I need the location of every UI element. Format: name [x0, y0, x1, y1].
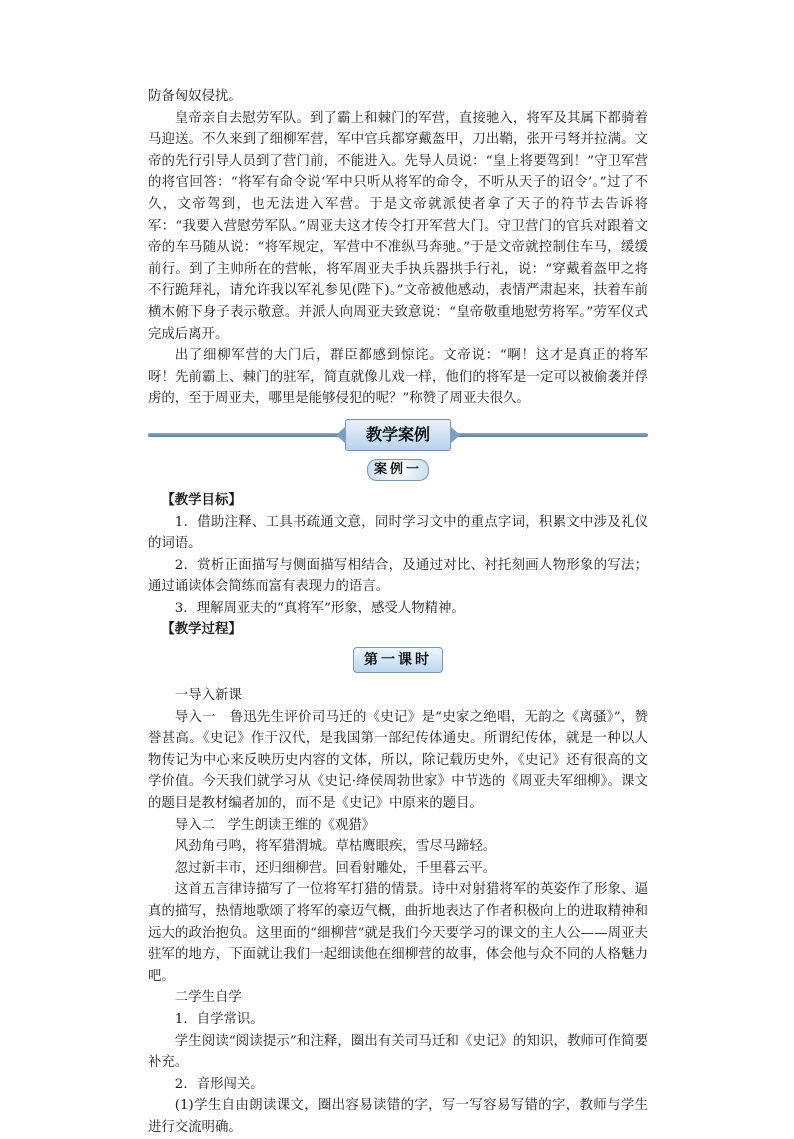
poem-line: 忽过新丰市，还归细柳营。回看射雕处，千里暮云平。: [174, 860, 497, 876]
paragraph-continued: 防备匈奴侵扰。: [148, 89, 242, 104]
self-study-text: (1)学生自由朗读课文，圈出容易读错的字，写一写容易写错的字，教师与学生进行交流明确。: [148, 1098, 648, 1135]
intro-text: 学生朗读王维的《观猎》: [227, 817, 376, 833]
goal-item: 2．赏析正面描写与侧面描写相结合，及通过对比、衬托刻画人物形象的写法；通过诵读体会简练而富有表现力的语言。: [148, 557, 648, 595]
section-heading-2: [148, 987, 648, 1009]
section-banner: [148, 416, 648, 454]
section-title: 导入新课: [188, 688, 242, 704]
case-tag-row: [148, 458, 648, 484]
paragraph-translation-1: 皇帝亲自去慰劳军队。到了霸上和棘门的军营，直接驰入，将军及其属下都骑着马迎送。不久来到了细柳军营，军中官兵都穿戴盔甲，刀出鞘，张开弓弩并拉满。文帝的先行引导人员到了营门前，不能进入。先导人员说：“皇上将要驾到！”守卫军营的将官回答：“将军有命令说‘军中只听从将军的命令，不听从天子的诏令’。”过了不久，文帝驾到，也无法进入军营。于是文帝就派使者拿了天子的符节去告诉将军：“我要入营慰劳军队。”周亚夫这才传令打开军营大门。守卫营门的官兵对跟着文帝的车马随从说：“将军规定，军营中不准纵马奔驰。”于是文帝就控制住车马，缓缓前行。到了主帅所在的营帐，将军周亚夫手执兵器拱手行礼，说：“穿戴着盔甲之将不行跪拜礼，请允许我以军礼参见(陛下)。”文帝被他感动，表情严肃起来，扶着车前横木俯下身子表示敬意。并派人向周亚夫致意说：“皇帝敬重地慰劳将军。”劳军仪式完成后离开。: [148, 110, 648, 342]
intro-1: [148, 707, 648, 815]
paragraph-translation-2: 出了细柳军营的大门后，群臣都感到惊诧。文帝说：“啊！这才是真正的将军呀！先前霸上、棘门的驻军，简直就像儿戏一样，他们的将军是一定可以被偷袭并俘虏的，至于周亚夫，哪里是能够侵犯的呢？”称赞了周亚夫很久。: [148, 348, 648, 407]
intro-2: [148, 815, 648, 837]
intro-label: 导入一: [174, 709, 216, 725]
section-title: 学生自学: [188, 990, 242, 1006]
self-study-item: 2．音形闯关。: [174, 1076, 264, 1092]
self-study-text: 学生阅读“阅读提示”和注释，圈出有关司马迁和《史记》的知识，教师可作简要补充。: [148, 1033, 648, 1071]
section-number: 二: [174, 990, 189, 1006]
goal-item: 1．借助注释、工具书疏通文意，同时学习文中的重点字词，积累文中涉及礼仪的词语。: [148, 514, 648, 552]
process-heading: 【教学过程】: [161, 621, 242, 638]
poem-commentary: 这首五言律诗描写了一位将军打猎的情景。诗中对射猎将军的英姿作了形象、逼真的描写，热情地歌颂了将军的豪迈气概，曲折地表达了作者积极向上的进取精神和远大的政治抱负。这里面的“细柳营”就是我们今天要学习的课文的主人公——周亚夫驻军的地方，下面就让我们一起细读他在细柳营的故事，体会他与众不同的人格魅力吧。: [148, 882, 648, 984]
lesson-tag: 第一课时: [353, 647, 443, 673]
goal-item: 3．理解周亚夫的“真将军”形象，感受人物精神。: [174, 600, 465, 616]
section-number: 一: [174, 688, 189, 704]
intro-label: 导入二: [174, 817, 215, 833]
goals-heading: 【教学目标】: [161, 491, 242, 508]
intro-text: 鲁迅先生评价司马迁的《史记》是“史家之绝唱，无韵之《离骚》”，赞誉甚高。《史记》作于汉代，是我国第一部纪传体通史。所谓纪传体，就是一种以人物传记为中心来反映历史内容的文体，所以，除记载历史外，《史记》还有很高的文学价值。今天我们就学习从《史记·绛侯周勃世家》中节选的《周亚夫军细柳》。课文的题目是教材编者加的，而不是《史记》中原来的题目。: [148, 709, 648, 812]
lesson-tag-row: [148, 647, 648, 679]
poem-line: 风劲角弓鸣，将军猎渭城。草枯鹰眼疾，雪尽马蹄轻。: [174, 839, 497, 855]
banner-title: 教学案例: [345, 419, 451, 451]
self-study-item: 1．自学常识。: [174, 1011, 264, 1027]
case-tag: 案例一: [367, 459, 429, 481]
section-heading-1: [148, 685, 648, 707]
document-page: [148, 86, 648, 1139]
